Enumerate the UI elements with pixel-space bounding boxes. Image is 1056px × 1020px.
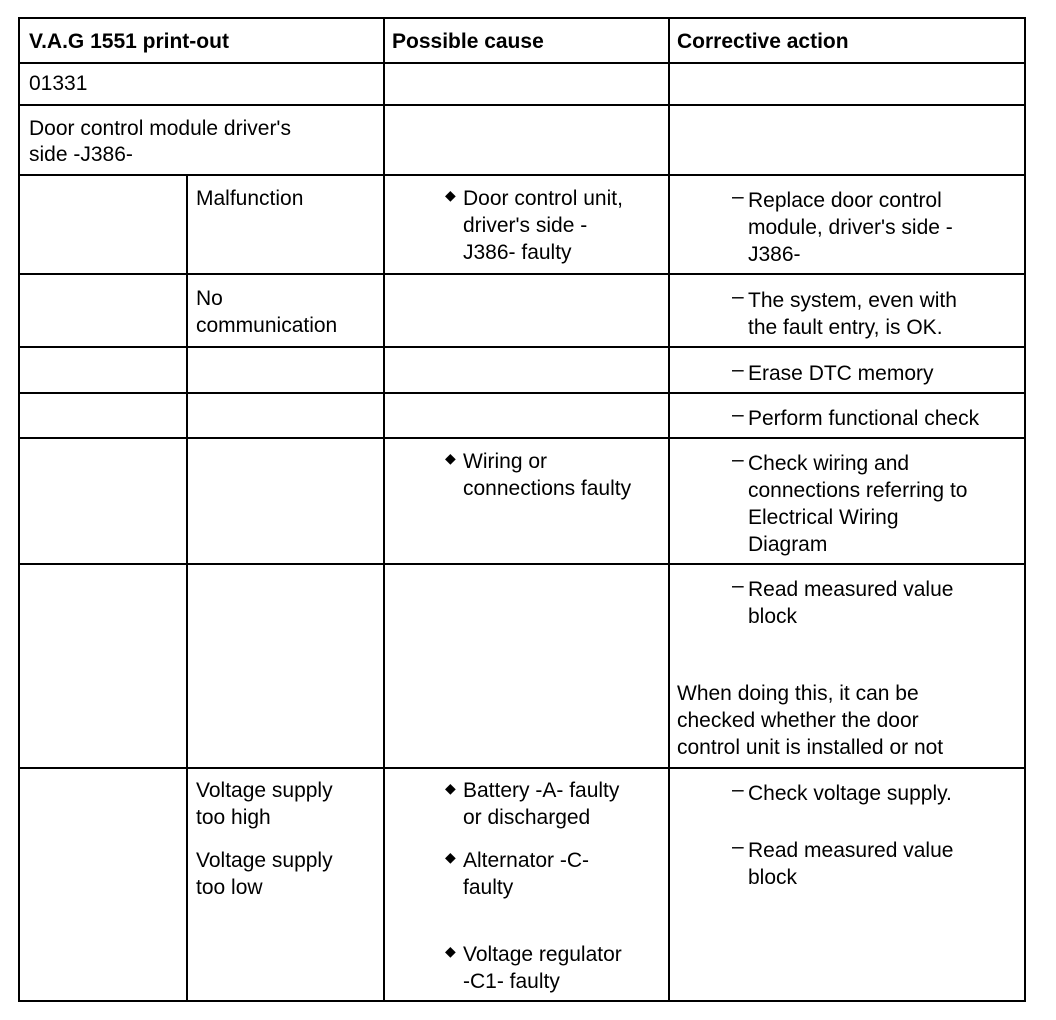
header-printout: V.A.G 1551 print-out xyxy=(29,30,229,53)
action-line: block xyxy=(748,605,798,628)
fault-code: 01331 xyxy=(29,72,88,95)
fault-malfunction: Malfunction xyxy=(196,187,304,210)
row-divider xyxy=(20,174,1024,176)
action-line: Read measured value xyxy=(748,578,954,601)
action-functional-check: Perform functional check xyxy=(748,407,980,430)
row-divider xyxy=(20,392,1024,394)
cause-line: driver's side - xyxy=(463,214,588,237)
dash-icon: – xyxy=(732,358,744,381)
bullet-icon: ◆ xyxy=(445,450,456,466)
column-divider xyxy=(383,19,385,1000)
action-check-voltage: Check voltage supply. xyxy=(748,782,952,805)
action-line: Diagram xyxy=(748,533,828,556)
action-line: J386- xyxy=(748,243,801,266)
cause-line: connections faulty xyxy=(463,477,632,500)
component-name-line-2: side -J386- xyxy=(29,143,133,166)
cause-line: Battery -A- faulty xyxy=(463,779,620,802)
cause-line: Voltage regulator xyxy=(463,943,622,966)
fault-no-communication: No xyxy=(196,287,223,310)
note-line: checked whether the door xyxy=(677,709,919,732)
bullet-icon: ◆ xyxy=(445,187,456,203)
row-divider xyxy=(20,62,1024,64)
cause-line: Door control unit, xyxy=(463,187,623,210)
note-line: When doing this, it can be xyxy=(677,682,919,705)
cause-line: or discharged xyxy=(463,806,591,829)
fault-no-communication: communication xyxy=(196,314,338,337)
action-line: Replace door control xyxy=(748,189,942,212)
dash-icon: – xyxy=(732,778,744,801)
cause-line: faulty xyxy=(463,876,514,899)
fault-voltage-low: too low xyxy=(196,876,263,899)
dash-icon: – xyxy=(732,403,744,426)
action-line: connections referring to xyxy=(748,479,968,502)
column-divider xyxy=(668,19,670,1000)
diagnostic-table xyxy=(18,17,1026,1002)
header-possible-cause: Possible cause xyxy=(392,30,544,53)
cause-line: Alternator -C- xyxy=(463,849,590,872)
action-line: The system, even with xyxy=(748,289,957,312)
row-divider xyxy=(20,767,1024,769)
row-divider xyxy=(20,563,1024,565)
action-line: Electrical Wiring xyxy=(748,506,899,529)
action-line: Check wiring and xyxy=(748,452,910,475)
action-erase-dtc: Erase DTC memory xyxy=(748,362,934,385)
bullet-icon: ◆ xyxy=(445,849,456,865)
bullet-icon: ◆ xyxy=(445,943,456,959)
row-divider xyxy=(20,437,1024,439)
fault-voltage-high: Voltage supply xyxy=(196,779,333,802)
dash-icon: – xyxy=(732,448,744,471)
column-divider xyxy=(186,174,188,1000)
bullet-icon: ◆ xyxy=(445,780,456,796)
dash-icon: – xyxy=(732,285,744,308)
fault-voltage-high: too high xyxy=(196,806,271,829)
fault-voltage-low: Voltage supply xyxy=(196,849,333,872)
dash-icon: – xyxy=(732,835,744,858)
dash-icon: – xyxy=(732,185,744,208)
action-line: module, driver's side - xyxy=(748,216,953,239)
component-name-line-1: Door control module driver's xyxy=(29,117,291,140)
dash-icon: – xyxy=(732,574,744,597)
row-divider xyxy=(20,273,1024,275)
action-line: the fault entry, is OK. xyxy=(748,316,943,339)
cause-line: -C1- faulty xyxy=(463,970,560,993)
header-corrective-action: Corrective action xyxy=(677,30,849,53)
cause-line: J386- faulty xyxy=(463,241,572,264)
action-line: Read measured value xyxy=(748,839,954,862)
action-line: block xyxy=(748,866,798,889)
cause-line: Wiring or xyxy=(463,450,548,473)
note-line: control unit is installed or not xyxy=(677,736,944,759)
row-divider xyxy=(20,346,1024,348)
row-divider xyxy=(20,104,1024,106)
